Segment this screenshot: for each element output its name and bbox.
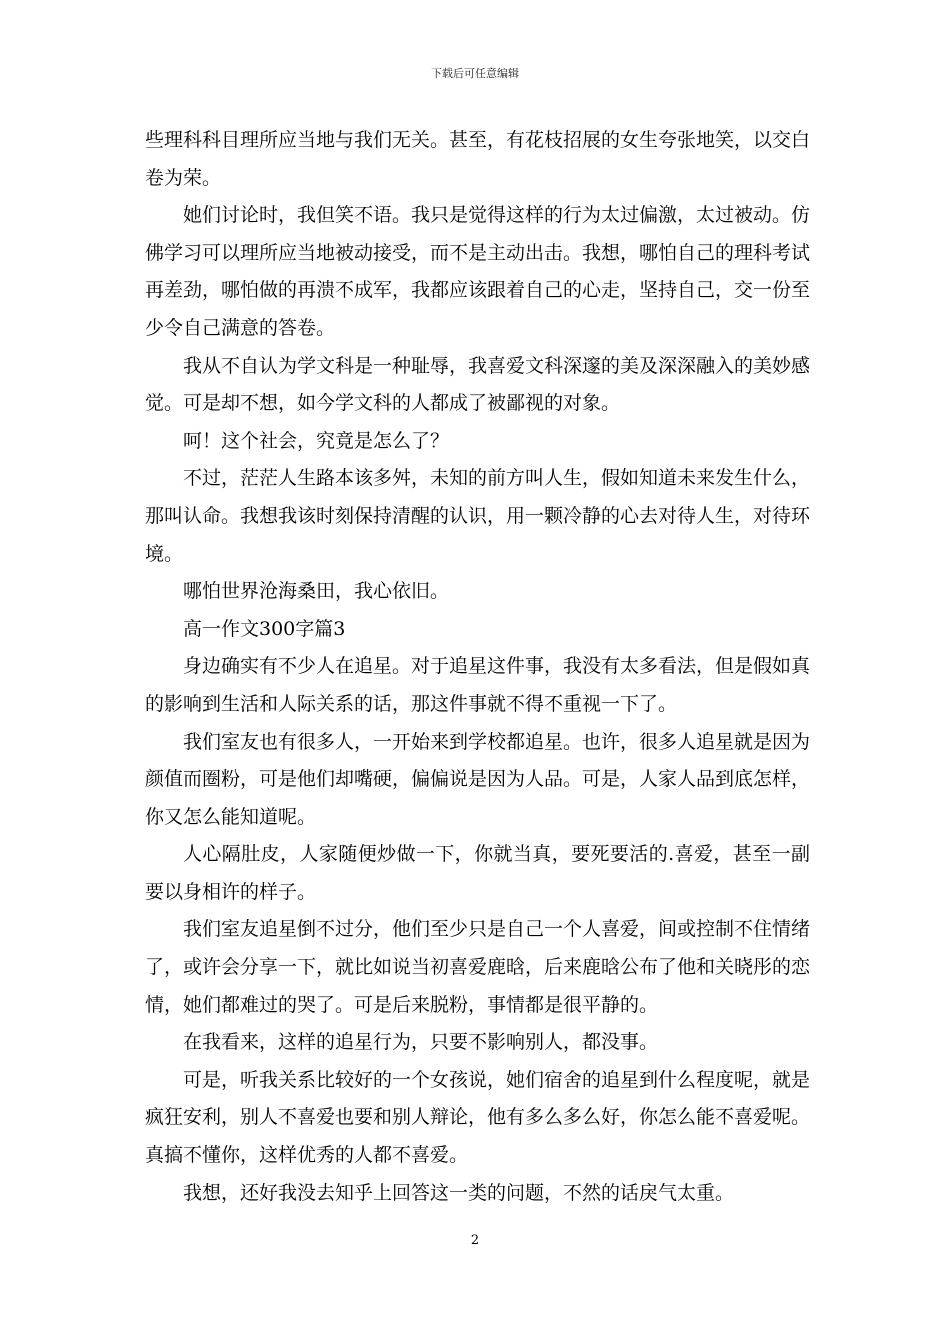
paragraph: 身边确实有不少人在追星。对于追星这件事，我没有太多看法，但是假如真的影响到生活和人际关系的话，那这件事就不得不重视一下了。: [145, 655, 811, 715]
paragraph: 她们讨论时，我但笑不语。我只是觉得这样的行为太过偏激，太过被动。仿佛学习可以理所应当地被动接受，而不是主动出击。我想，哪怕自己的理科考试再差劲，哪怕做的再溃不成军，我都应该跟着自己的心走，坚持自己，交一份至少令自己满意的答卷。: [145, 204, 811, 339]
paragraph: 可是，听我关系比较好的一个女孩说，她们宿舍的追星到什么程度呢，就是疯狂安利，别人不喜爱也要和别人辩论，他有多么多么好，你怎么能不喜爱呢。真搞不懂你，这样优秀的人都不喜爱。: [145, 1068, 811, 1167]
paragraph: 哪怕世界沧海桑田，我心依旧。: [183, 580, 450, 603]
paragraph: 我们室友追星倒不过分，他们至少只是自己一个人喜爱，间或控制不住情绪了，或许会分享一下，就比如说当初喜爱鹿晗，后来鹿晗公布了他和关晓彤的恋情，她们都难过的哭了。可是后来脱粉，事情都是很平静的。: [145, 918, 811, 1016]
document-body: [145, 122, 810, 1212]
page-header: 下载后可任意编辑: [431, 67, 519, 80]
section-title: 高一作文300字篇3: [183, 617, 346, 640]
paragraph: 些理科科目理所应当地与我们无关。甚至，有花枝招展的女生夸张地笑，以交白卷为荣。: [145, 129, 811, 189]
paragraph: 呵！这个社会，究竟是怎么了？: [183, 429, 450, 452]
paragraph: 不过，茫茫人生路本该多舛，未知的前方叫人生，假如知道未来发生什么，那叫认命。我想我该时刻保持清醒的认识，用一颗冷静的心去对待人生，对待环境。: [145, 467, 811, 565]
paragraph: 我想，还好我没去知乎上回答这一类的问题，不然的话戾气太重。: [183, 1181, 735, 1204]
page-number: 2: [470, 1233, 480, 1248]
paragraph: 人心隔肚皮，人家随便炒做一下，你就当真，要死要活的.喜爱，甚至一副要以身相许的样子。: [145, 843, 810, 903]
paragraph: 在我看来，这样的追星行为，只要不影响别人，都没事。: [183, 1031, 659, 1054]
paragraph: 我从不自认为学文科是一种耻辱，我喜爱文科深邃的美及深深融入的美妙感觉。可是却不想，如今学文科的人都成了被鄙视的对象。: [145, 354, 811, 415]
paragraph: 我们室友也有很多人，一开始来到学校都追星。也许，很多人追星就是因为颜值而圈粉，可是他们却嘴硬，偏偏说是因为人品。可是，人家人品到底怎样，你又怎么能知道呢。: [145, 730, 811, 828]
